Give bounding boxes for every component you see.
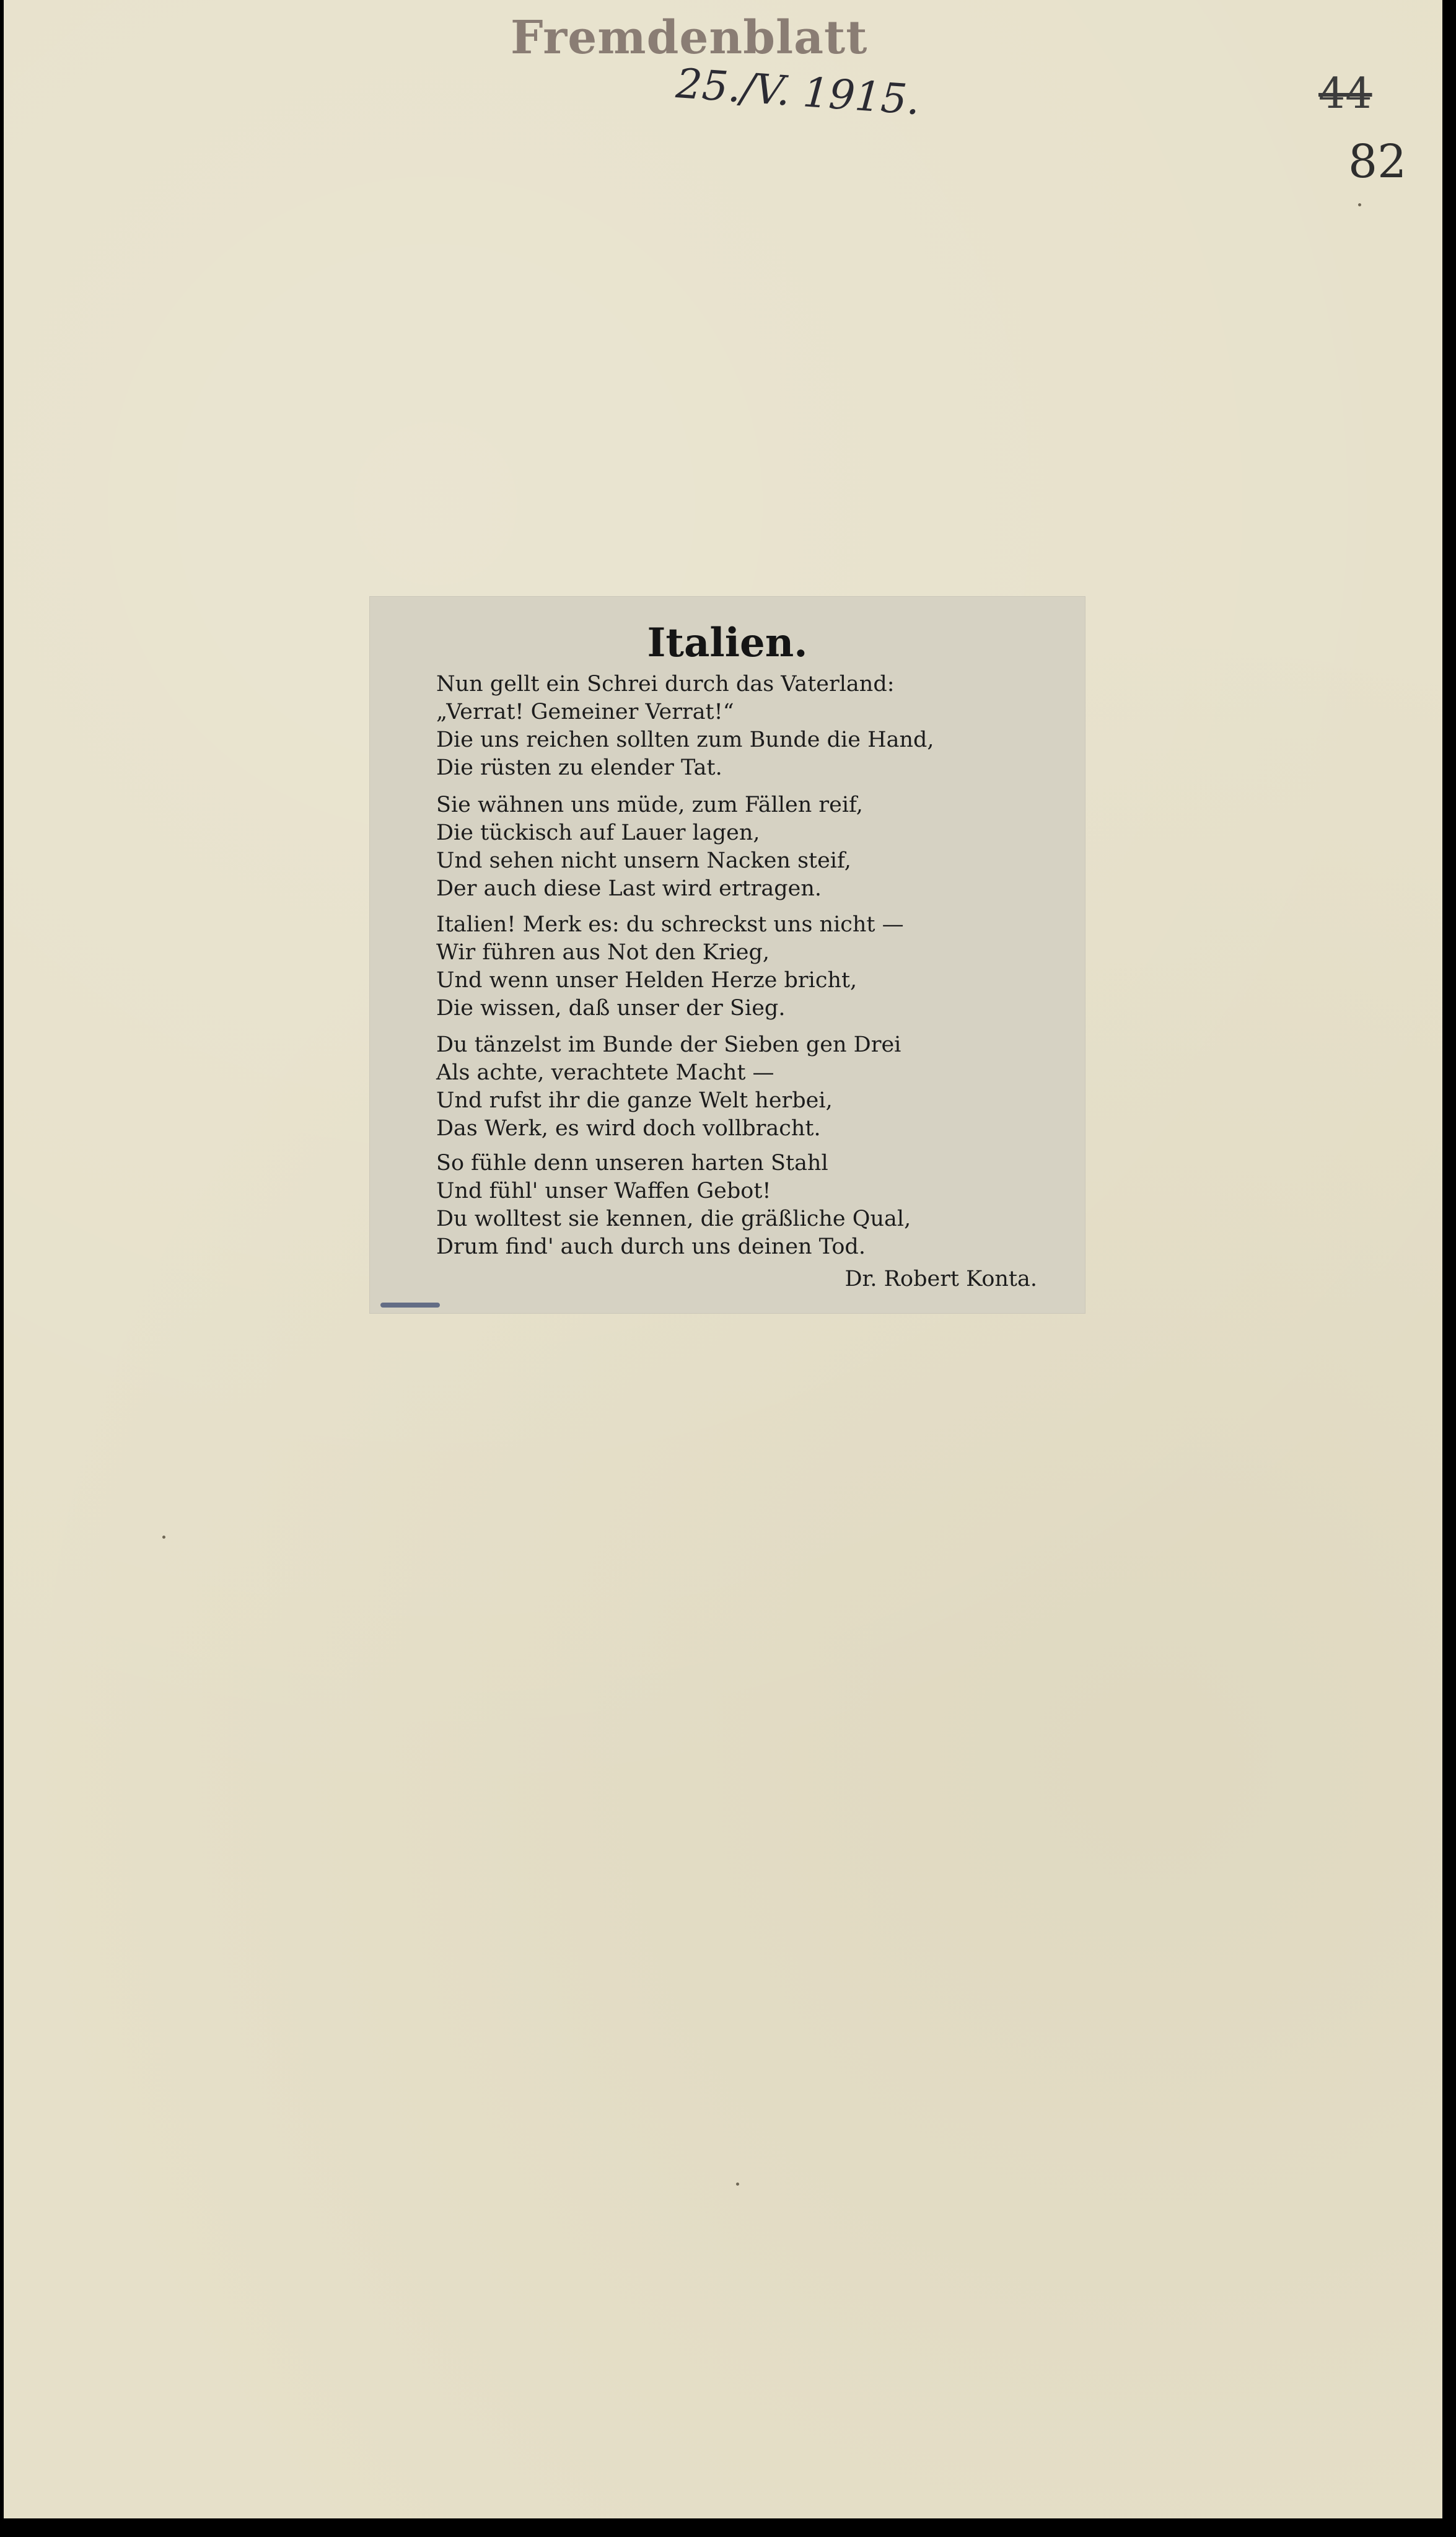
- poem-line: Du wolltest sie kennen, die gräßliche Qual,: [436, 1207, 911, 1231]
- poem-title: Italien.: [647, 620, 808, 666]
- stanza-5: [436, 1150, 1068, 1261]
- poem-line: Und rufst ihr die ganze Welt herbei,: [436, 1088, 833, 1113]
- paper-speck: [1358, 203, 1361, 206]
- author-signature: Dr. Robert Konta.: [844, 1267, 1037, 1291]
- stanza-1: [436, 671, 1068, 782]
- paper-speck: [736, 2183, 739, 2186]
- poem-line: Die wissen, daß unser der Sieg.: [436, 996, 786, 1021]
- stanza-3: [436, 911, 1068, 1022]
- stanza-4: [436, 1031, 1068, 1143]
- pencil-mark: [380, 1303, 440, 1308]
- stanza-2: [436, 791, 1068, 903]
- poem-line: Du tänzelst im Bunde der Sieben gen Drei: [436, 1032, 901, 1057]
- poem-line: Die tückisch auf Lauer lagen,: [436, 820, 760, 845]
- poem-line: Sie wähnen uns müde, zum Fällen reif,: [436, 793, 863, 817]
- crossed-out-folio-number: 44: [1318, 69, 1372, 118]
- archive-sheet: [4, 0, 1442, 2518]
- poem-line: Und fühl' unser Waffen Gebot!: [436, 1179, 771, 1203]
- poem-line: Der auch diese Last wird ertragen.: [436, 876, 822, 901]
- poem-line: Die rüsten zu elender Tat.: [436, 755, 722, 780]
- poem-line: Als achte, verachtete Macht —: [436, 1060, 774, 1085]
- paper-speck: [162, 1536, 165, 1539]
- folio-number: 82: [1348, 135, 1407, 188]
- poem-line: Drum find' auch durch uns deinen Tod.: [436, 1234, 866, 1259]
- poem-line: Und wenn unser Helden Herze bricht,: [436, 968, 857, 993]
- poem-line: Italien! Merk es: du schreckst uns nicht —: [436, 912, 904, 937]
- poem-line: Die uns reichen sollten zum Bunde die Hand,: [436, 728, 934, 752]
- poem-line: Und sehen nicht unsern Nacken steif,: [436, 848, 851, 873]
- poem-line: Wir führen aus Not den Krieg,: [436, 940, 770, 965]
- poem-line: Nun gellt ein Schrei durch das Vaterland:: [436, 672, 895, 697]
- newspaper-stamp: Fremdenblatt: [511, 11, 868, 64]
- newspaper-clipping: [369, 596, 1085, 1314]
- poem-line: „Verrat! Gemeiner Verrat!“: [436, 700, 734, 724]
- poem-line: Das Werk, es wird doch vollbracht.: [436, 1116, 821, 1141]
- poem-line: So fühle denn unseren harten Stahl: [436, 1151, 828, 1176]
- handwritten-date: 25./V. 1915.: [674, 59, 922, 125]
